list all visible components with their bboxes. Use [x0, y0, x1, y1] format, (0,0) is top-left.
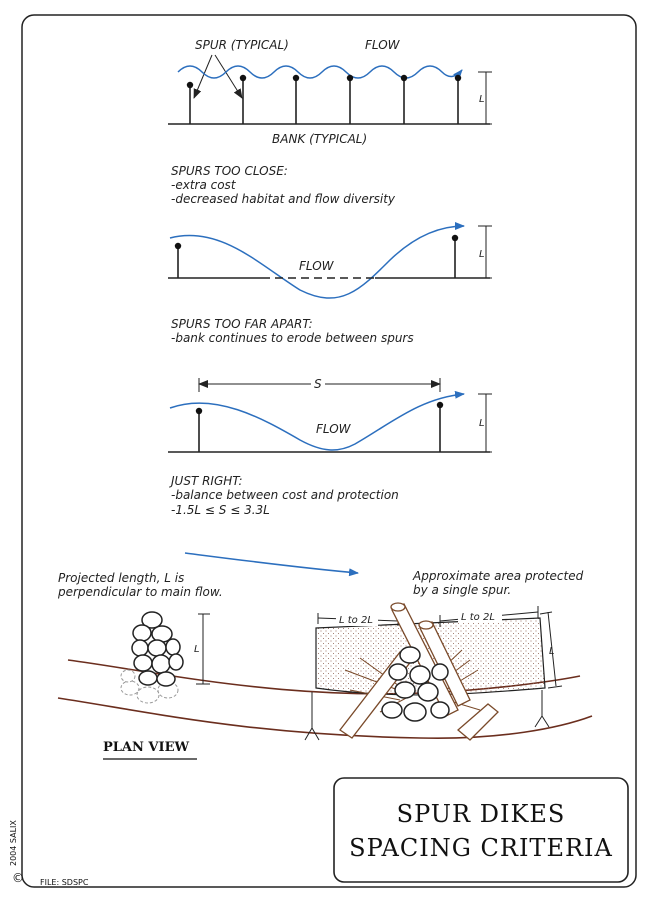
title-line-1: SPUR DIKES — [396, 800, 566, 828]
just-right-point-1: -balance between cost and protection — [171, 488, 399, 502]
year-salix-label: 2004 SALIX — [9, 820, 18, 866]
copyright-symbol: © — [12, 871, 24, 885]
main-flow-arrow — [185, 553, 358, 573]
title-line-2: SPACING CRITERIA — [349, 834, 613, 862]
title-block-box — [334, 778, 628, 882]
plan-view-drawing — [57, 553, 592, 759]
l-label-top: L — [479, 94, 485, 105]
too-far-heading: SPURS TOO FAR APART: — [171, 317, 313, 331]
just-right-wave-diagram — [168, 376, 492, 452]
flow-label-3: FLOW — [316, 422, 351, 436]
l-label-3: L — [479, 418, 485, 429]
typical-spur-diagram — [168, 38, 492, 146]
l-to-2l-left-label: L to 2L — [339, 615, 373, 626]
too-close-point-2: -decreased habitat and flow diversity — [171, 192, 396, 206]
plan-note-right-1: Approximate area protected — [413, 569, 584, 583]
stream-bank-lower — [58, 698, 592, 738]
plan-view-label: PLAN VIEW — [103, 740, 190, 755]
too-close-notes — [171, 164, 396, 206]
just-right-heading: JUST RIGHT: — [171, 474, 243, 488]
too-far-notes — [171, 317, 414, 345]
l-label-left: L — [194, 644, 200, 655]
l-label-2: L — [479, 249, 485, 260]
flow-label-top: FLOW — [365, 38, 400, 52]
plan-note-right-2: by a single spur. — [413, 583, 512, 597]
spur-markers — [187, 75, 461, 124]
l-to-2l-right-label: L to 2L — [461, 612, 495, 623]
plan-note-left-1: Projected length, L is — [58, 571, 185, 585]
just-right-notes — [169, 474, 399, 517]
too-close-point-1: -extra cost — [171, 178, 236, 192]
l-label-right: L — [549, 646, 555, 657]
plan-note-left-2: perpendicular to main flow. — [58, 585, 223, 599]
edge-marker-right — [535, 690, 549, 727]
too-close-heading: SPURS TOO CLOSE: — [171, 164, 288, 178]
flow-label-2: FLOW — [299, 259, 334, 273]
bank-typical-label: BANK (TYPICAL) — [272, 132, 368, 146]
too-far-wave-diagram — [168, 226, 492, 298]
file-label: FILE: SDSPC — [40, 878, 89, 887]
s-label: S — [314, 377, 322, 391]
spur-typical-label: SPUR (TYPICAL) — [195, 38, 289, 52]
too-far-point-1: -bank continues to erode between spurs — [171, 331, 414, 345]
flow-wave-line — [178, 66, 462, 78]
left-rock-spur — [121, 612, 183, 703]
just-right-point-2: -1.5L ≤ S ≤ 3.3L — [171, 503, 270, 517]
